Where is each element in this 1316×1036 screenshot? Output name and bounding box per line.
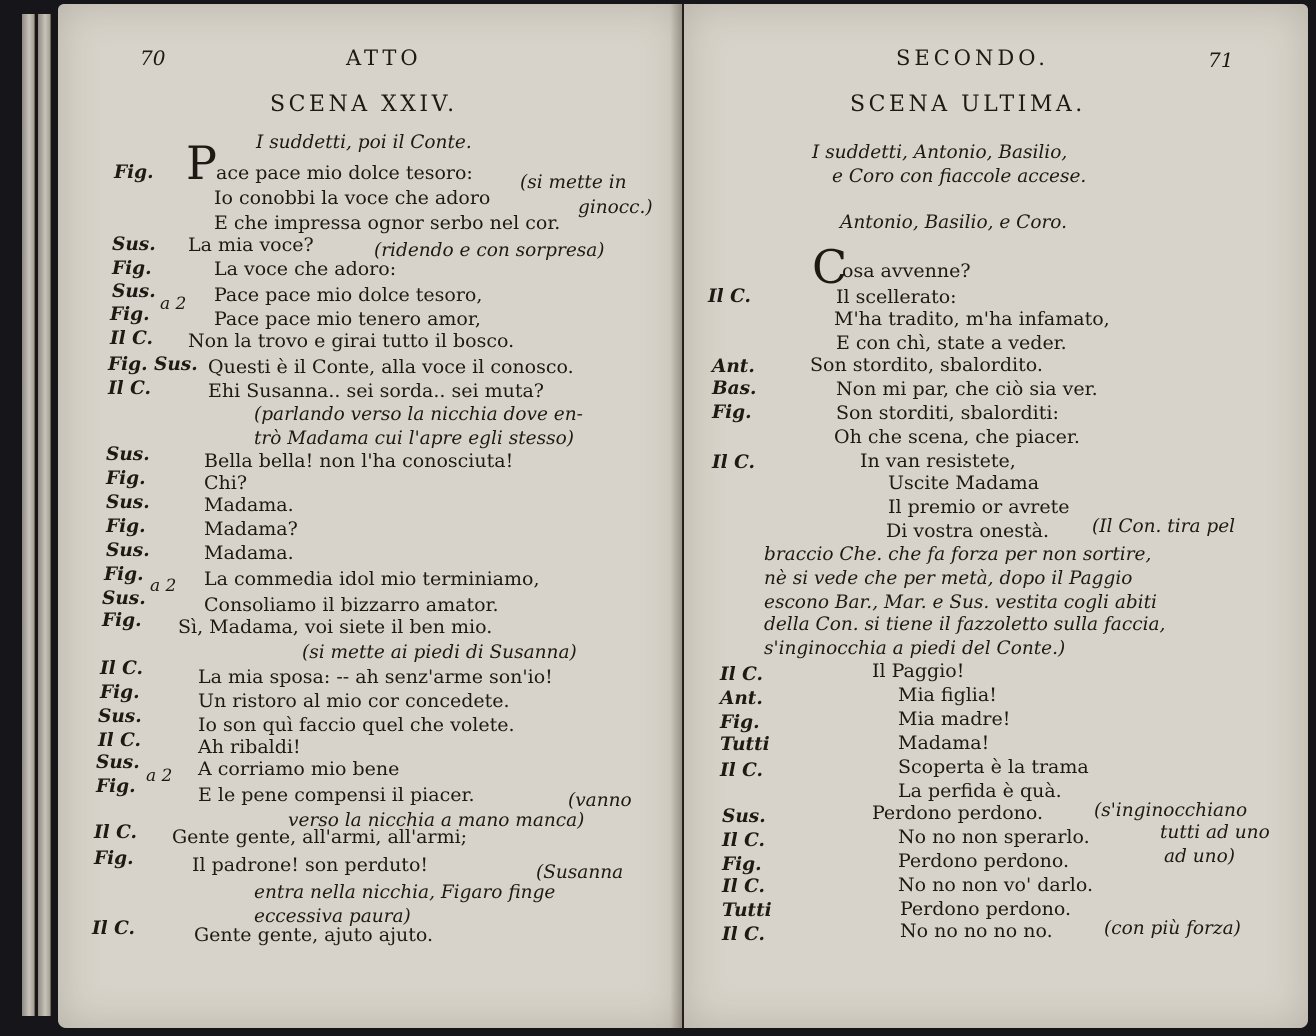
verse-line: Perdono perdono.: [900, 898, 1072, 920]
speaker-label: Il C.: [712, 452, 755, 473]
stage-direction: (con più forza): [1104, 918, 1241, 939]
verse-line: Scoperta è la trama: [898, 756, 1089, 778]
verse-line: No no non sperarlo.: [898, 826, 1090, 848]
verse-line: La mia sposa: -- ah senz'arme son'io!: [198, 666, 553, 688]
verse-line: Mia madre!: [898, 708, 1011, 730]
speaker-label: Fig.: [96, 776, 136, 797]
verse-line: La voce che adoro:: [214, 258, 397, 280]
stage-direction: tutti ad uno: [1160, 822, 1270, 843]
page-edges: [22, 14, 35, 1016]
verse-line: Il padrone! son perduto!: [192, 854, 429, 876]
stage-direction: trò Madama cui l'apre egli stesso): [254, 428, 574, 449]
stage-direction: (si mette in: [520, 172, 627, 193]
running-head: SECONDO.: [896, 46, 1049, 70]
speaker-label: Fig.: [106, 468, 146, 489]
verse-line: Il premio or avrete: [888, 496, 1070, 518]
cast-note: Antonio, Basilio, e Coro.: [840, 212, 1068, 233]
verse-line: La perfida è quà.: [898, 780, 1062, 802]
speaker-label: Fig.: [106, 516, 146, 537]
verse-line: Questi è il Conte, alla voce il conosco.: [208, 356, 574, 378]
verse-line: Sì, Madama, voi siete il ben mio.: [178, 616, 493, 638]
speaker-label: Sus.: [106, 444, 150, 465]
speaker-label: Sus.: [98, 706, 142, 727]
page-number: 71: [1208, 48, 1234, 72]
stage-direction: (vanno: [568, 790, 632, 811]
speaker-label: Fig.: [100, 682, 140, 703]
cast-note: e Coro con fiaccole accese.: [832, 166, 1087, 187]
verse-line: Ah ribaldi!: [198, 736, 301, 758]
speaker-label: Fig.: [102, 610, 142, 631]
cast-note: I suddetti, Antonio, Basilio,: [812, 142, 1068, 163]
drop-cap: P: [186, 136, 217, 190]
verse-line: Non la trovo e girai tutto il bosco.: [188, 330, 515, 352]
verse-line: Non mi par, che ciò sia ver.: [836, 378, 1098, 400]
stage-direction: della Con. si tiene il fazzoletto sulla faccia,: [764, 614, 1166, 635]
verse-line: E che impressa ognor serbo nel cor.: [214, 212, 561, 234]
stage-direction: ad uno): [1164, 846, 1235, 867]
verse-line: A corriamo mio bene: [198, 758, 400, 780]
verse-line: Son stordito, sbalordito.: [810, 354, 1043, 376]
scene-title: SCENA ULTIMA.: [850, 92, 1086, 117]
verse-line: Il scellerato:: [836, 286, 957, 308]
speaker-label: Il C.: [108, 378, 151, 399]
verse-line: No no no no no.: [900, 920, 1053, 942]
stage-direction: s'inginocchia a piedi del Conte.): [764, 638, 1066, 659]
verse-line: Io conobbi la voce che adoro: [214, 187, 491, 209]
verse-line: Pace pace mio tenero amor,: [214, 308, 481, 330]
right-page: [684, 4, 1308, 1028]
verse-line: Pace pace mio dolce tesoro,: [214, 284, 483, 306]
speaker-label: Fig.: [104, 564, 144, 585]
speaker-label: Il C.: [110, 328, 153, 349]
speaker-label: Il C.: [720, 760, 763, 781]
scene-title: SCENA XXIV.: [270, 92, 458, 117]
speaker-label: Il C.: [94, 822, 137, 843]
speaker-label: Fig.: [722, 854, 762, 875]
a-due-marker: a 2: [150, 576, 177, 596]
verse-line: ace pace mio dolce tesoro:: [216, 162, 473, 184]
stage-direction: verso la nicchia a mano manca): [288, 810, 585, 831]
verse-line: osa avvenne?: [842, 260, 971, 282]
speaker-label: Sus.: [102, 588, 146, 609]
stage-direction: (si mette ai piedi di Susanna): [302, 642, 577, 663]
verse-line: Madama.: [204, 542, 294, 564]
verse-line: Mia figlia!: [898, 684, 997, 706]
page-edges: [38, 14, 51, 1016]
verse-line: M'ha tradito, m'ha infamato,: [834, 308, 1110, 330]
verse-line: Chi?: [204, 472, 248, 494]
verse-line: Madama.: [204, 494, 294, 516]
speaker-label: Ant.: [720, 688, 763, 709]
verse-line: Ehi Susanna.. sei sorda.. sei muta?: [208, 380, 544, 402]
verse-line: La commedia idol mio terminiamo,: [204, 568, 540, 590]
speaker-label: Sus.: [106, 492, 150, 513]
speaker-label: Fig. Sus.: [108, 354, 198, 375]
left-page: [58, 4, 682, 1028]
speaker-label: Sus.: [722, 806, 766, 827]
speaker-label: Sus.: [106, 540, 150, 561]
verse-line: Un ristoro al mio cor concedete.: [198, 690, 510, 712]
stage-direction: eccessiva paura): [254, 906, 411, 927]
speaker-label: Il C.: [98, 730, 141, 751]
verse-line: Perdono perdono.: [872, 802, 1044, 824]
stage-direction: (Susanna: [536, 862, 624, 883]
speaker-label: Bas.: [712, 378, 757, 399]
verse-line: E con chì, state a veder.: [836, 332, 1067, 354]
stage-direction: (s'inginocchiano: [1094, 800, 1248, 821]
speaker-label: Il C.: [722, 876, 765, 897]
page-number: 70: [140, 46, 166, 70]
verse-line: Uscite Madama: [888, 472, 1040, 494]
drop-cap: C: [812, 240, 848, 294]
a-due-marker: a 2: [160, 294, 187, 314]
speaker-label: Ant.: [712, 356, 755, 377]
verse-line: Gente gente, ajuto ajuto.: [194, 924, 433, 946]
verse-line: Io son quì faccio quel che volete.: [198, 714, 515, 736]
verse-line: Perdono perdono.: [898, 850, 1070, 872]
stage-direction: nè si vede che per metà, dopo il Paggio: [764, 568, 1133, 589]
verse-line: Consoliamo il bizzarro amator.: [204, 594, 499, 616]
speaker-label: Il C.: [722, 830, 765, 851]
speaker-label: Fig.: [112, 258, 152, 279]
speaker-label: Fig.: [720, 712, 760, 733]
stage-direction: (Il Con. tira pel: [1092, 516, 1236, 537]
speaker-label: Sus.: [112, 234, 156, 255]
speaker-label: Il C.: [708, 286, 751, 307]
verse-line: Bella bella! non l'ha conosciuta!: [204, 450, 514, 472]
stage-direction: braccio Che. che fa forza per non sortire,: [764, 544, 1152, 565]
verse-line: No no non vo' darlo.: [898, 874, 1094, 896]
speaker-label: Fig.: [712, 402, 752, 423]
cast-note: I suddetti, poi il Conte.: [256, 132, 472, 153]
verse-line: E le pene compensi il piacer.: [198, 784, 475, 806]
speaker-label: Sus.: [96, 752, 140, 773]
verse-line: Oh che scena, che piacer.: [834, 426, 1080, 448]
speaker-label: Il C.: [720, 664, 763, 685]
verse-line: La mia voce?: [188, 234, 314, 256]
stage-direction: ginocc.): [578, 197, 653, 218]
speaker-label: Tutti: [720, 734, 770, 755]
stage-direction: escono Bar., Mar. e Sus. vestita cogli abiti: [764, 592, 1157, 613]
stage-direction: (parlando verso la nicchia dove en-: [254, 404, 583, 425]
verse-line: Madama?: [204, 518, 298, 540]
verse-line: Madama!: [898, 732, 990, 754]
speaker-label: Fig.: [114, 162, 154, 183]
running-head: ATTO: [346, 46, 422, 70]
speaker-label: Tutti: [722, 900, 772, 921]
stage-direction: entra nella nicchia, Figaro finge: [254, 882, 556, 903]
speaker-label: Il C.: [722, 924, 765, 945]
speaker-label: Fig.: [110, 304, 150, 325]
verse-line: Il Paggio!: [872, 660, 965, 682]
a-due-marker: a 2: [146, 766, 173, 786]
verse-line: Gente gente, all'armi, all'armi;: [172, 826, 468, 848]
speaker-label: Il C.: [92, 918, 135, 939]
verse-line: Son storditi, sbalorditi:: [836, 402, 1059, 424]
speaker-label: Sus.: [112, 281, 156, 302]
verse-line: In van resistete,: [860, 450, 1016, 472]
stage-direction: (ridendo e con sorpresa): [374, 240, 605, 261]
verse-line: Di vostra onestà.: [886, 520, 1050, 542]
speaker-label: Fig.: [94, 848, 134, 869]
speaker-label: Il C.: [100, 658, 143, 679]
